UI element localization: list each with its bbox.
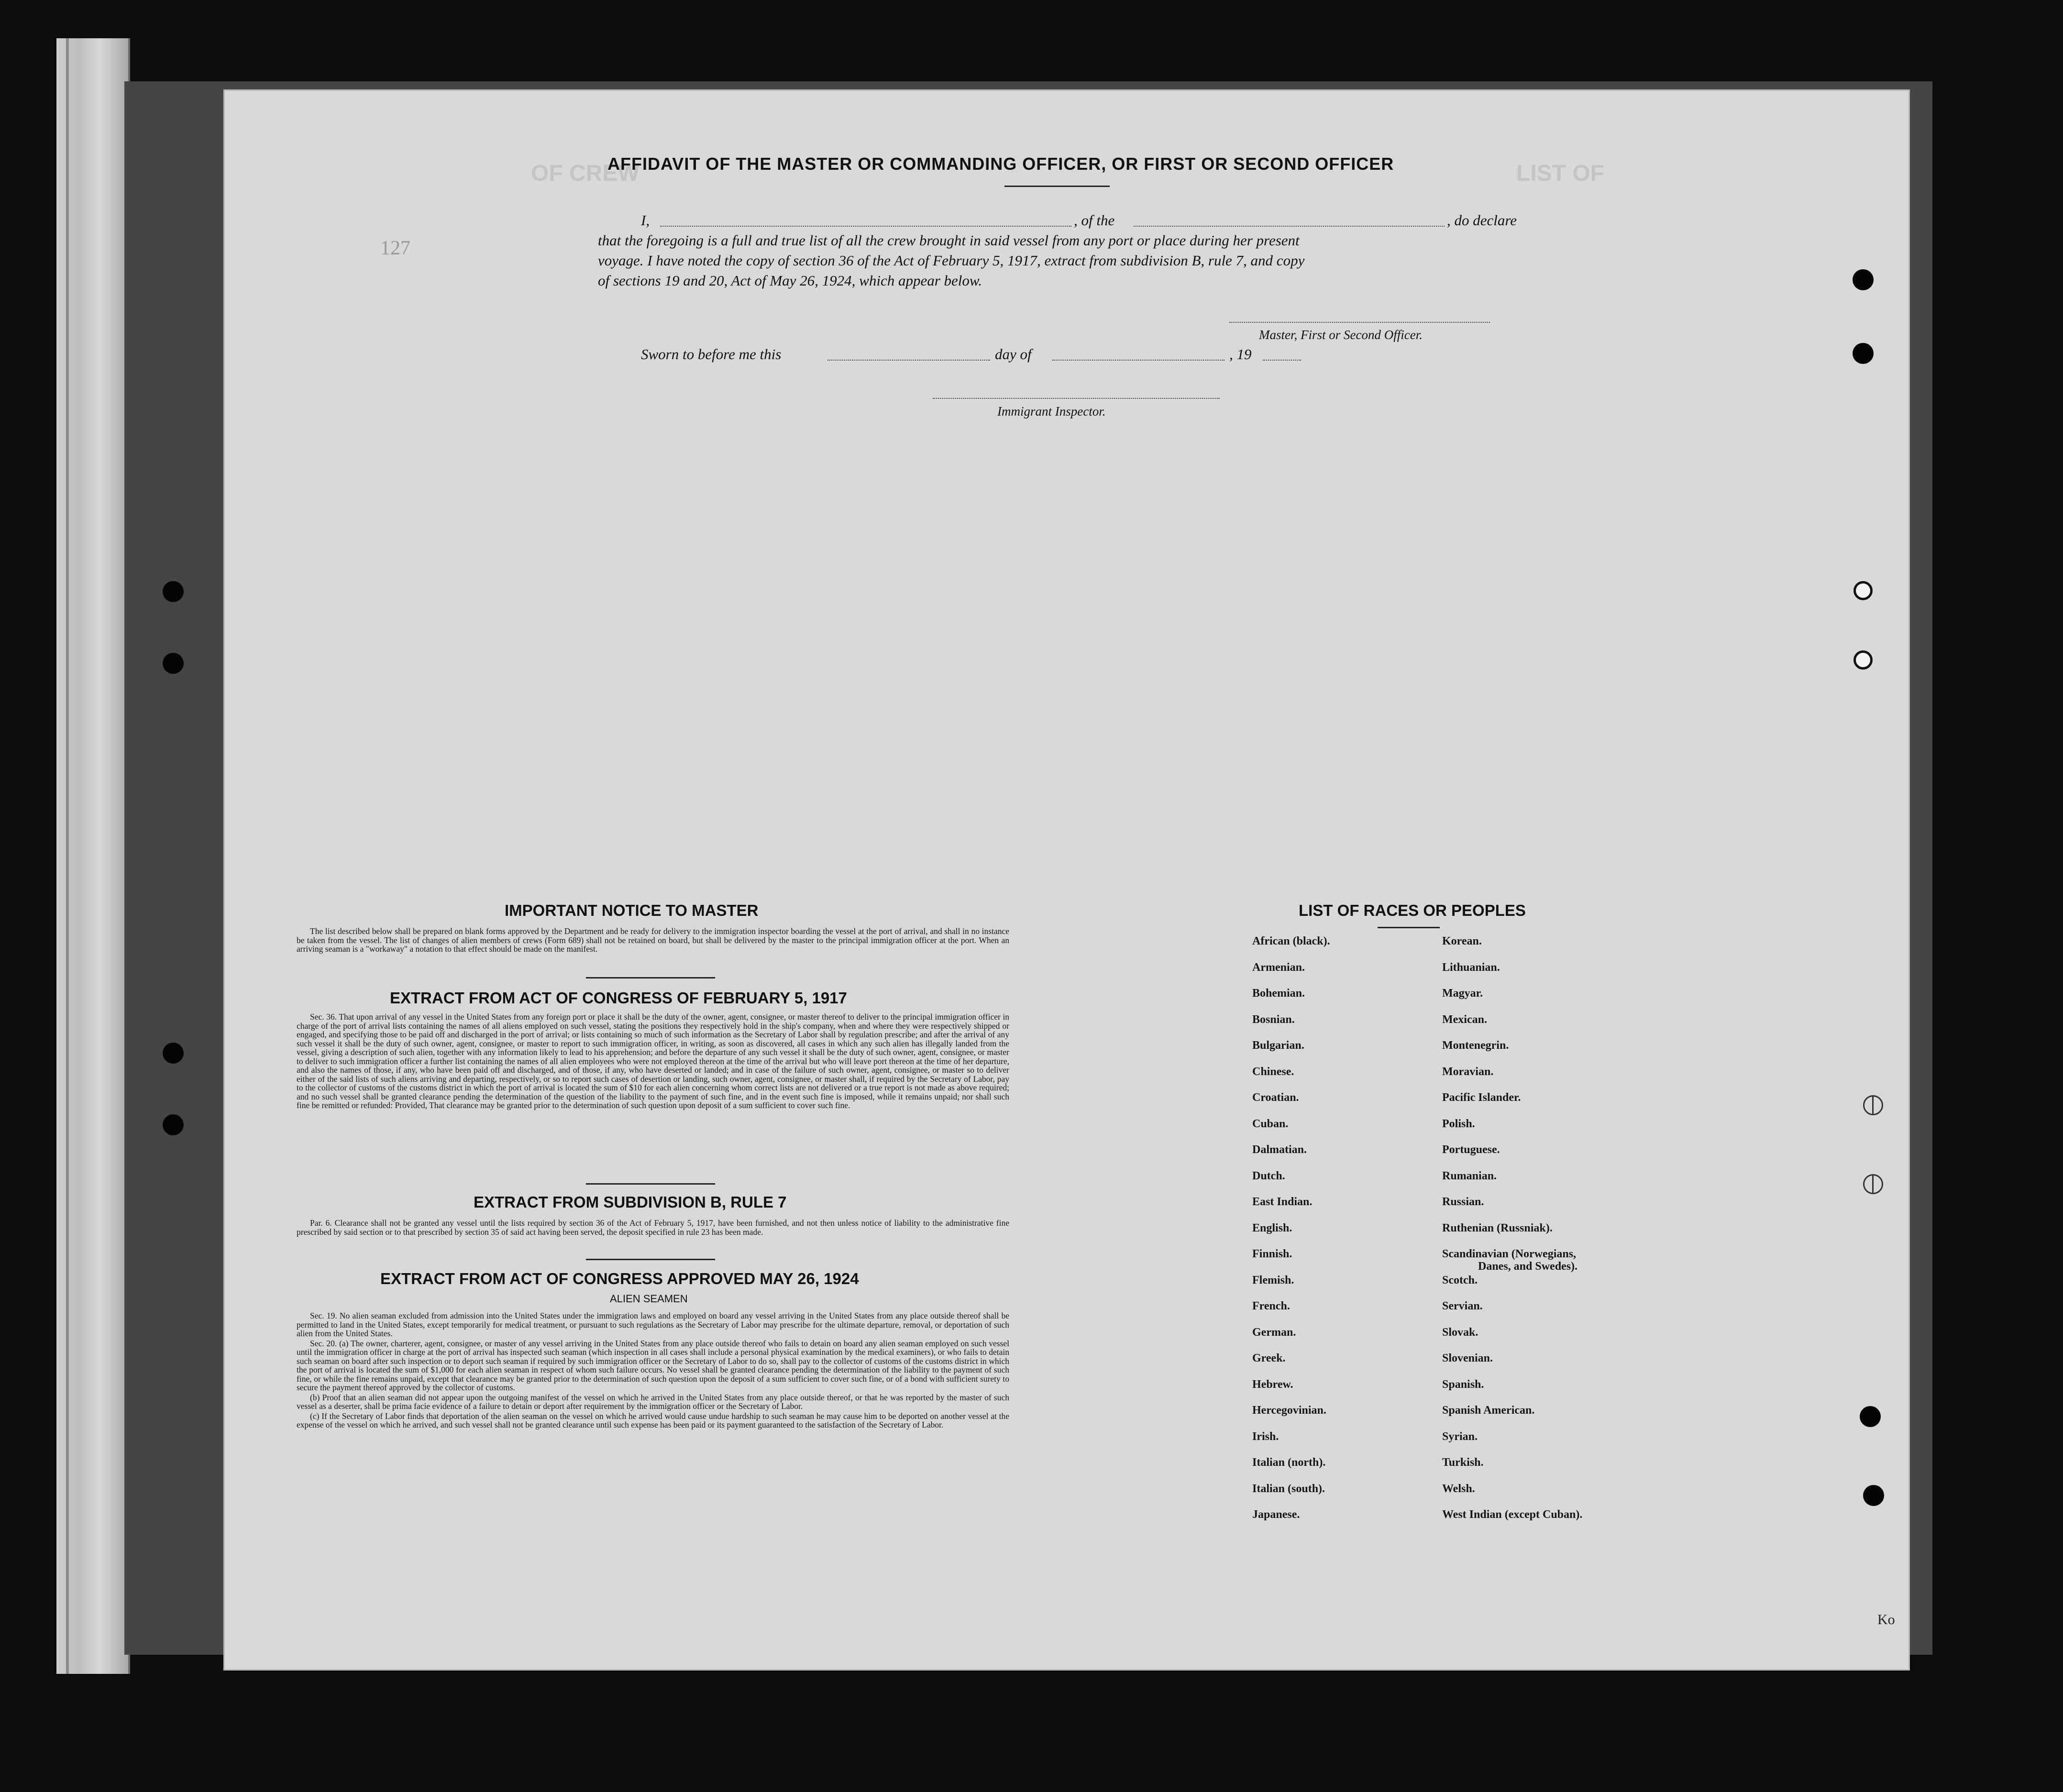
race-item-continuation: Danes, and Swedes). xyxy=(1478,1260,1578,1273)
extract-1917-text xyxy=(297,1012,1009,1111)
race-item: Croatian. xyxy=(1252,1091,1299,1104)
race-item: Irish. xyxy=(1252,1430,1279,1443)
section-20b-paragraph: (b) Proof that an alien seaman did not appear upon the outgoing manifest of the vessel on which he arrived in the United States from any place outside thereof, or that he was reported by the master of such vessel as a deserter, shall be prima facie evidence of a failure to detain or deport after requirement by the immigration officer or the Secretary of Labor. xyxy=(297,1392,1009,1411)
sworn-month-blank xyxy=(1052,360,1225,361)
sworn-prefix: Sworn to before me this xyxy=(641,346,782,363)
section-36-paragraph: Sec. 36. That upon arrival of any vessel in the United States from any foreign port or place it shall be the duty of the owner, agent, consignee, or master thereof to deliver to the principal immigration officer in charge of the port of arrival lists containing the names of all aliens employed on such vessel, stating the positions they respectively hold in the ship's company, when and where they were respectively shipped or engaged, and specifying those to be paid off and discharged in the port of arrival; or lists containing so much of such information as the Secretary of Labor shall by regulation prescribe; and after the arrival of any such vessel it shall be the duty of such owner, agent, consignee, or master to report to such immigration officer, in writing, as soon as discovered, all cases in which any such alien has illegally landed from the vessel, giving a description of such alien, together with any information likely to lead to his apprehension; and before the departure of any such vessel it shall be the duty of such owner, agent, consignee, or master to deliver to such immigration officer a further list containing the names of all alien employees who were not employed thereon at the time of the arrival but who will leave port thereon at the time of her departure, and also the names of those, if any, who have been paid off and discharged, and of those, if any, who have deserted or landed; and in case of the failure of such owner, agent, consignee, or master so to deliver either of the said lists of such aliens arriving and departing, respectively, or so to report such cases of desertion or landing, such owner, agent, consignee, or master shall, if required by the Secretary of Labor, pay to the collector of customs of the customs district in which the port of arrival is located the sum of $10 for each alien concerning whom correct lists are not delivered or a true report is not made as above required; and no such vessel shall be granted clearance pending the determination of the question of the liability to the payment of such fine, and in the event such fine is imposed, while it remains unpaid; nor shall such fine be remitted or refunded: Provided, That clearance may be granted prior to the determination of such question upon deposit of a sum sufficient to cover such fine. xyxy=(297,1012,1009,1110)
section-20c-paragraph: (c) If the Secretary of Labor finds that deportation of the alien seaman on the vessel on which he arrived would cause undue hardship to such seaman he may cause him to be deported on another vessel at the expense of the vessel on which he arrived, and such vessel shall not be granted clearance until such expense has been paid or its payment guaranteed to the satisfaction of the Secretary of Labor. xyxy=(297,1411,1009,1429)
title-rule xyxy=(1004,186,1110,187)
sworn-year: , 19 xyxy=(1229,346,1252,363)
race-item: Polish. xyxy=(1442,1117,1475,1130)
section-rule xyxy=(1378,927,1440,928)
punch-hole xyxy=(1853,343,1874,364)
sworn-year-blank xyxy=(1263,360,1301,361)
race-item: Slovak. xyxy=(1442,1326,1478,1339)
race-item: Servian. xyxy=(1442,1300,1483,1312)
race-item: Spanish. xyxy=(1442,1378,1484,1391)
section-20a-paragraph: Sec. 20. (a) The owner, charterer, agent, consignee, or master of any vessel arriving in the United States from any place outside thereof who fails to detain on board any alien seaman employed on such vessel until the immigration officer in charge at the port of arrival has inspected such seaman (which inspection in all cases shall include a personal physical examination by the medical examiners), or who fails to detain such seaman on board after such inspection or to deport such seaman if required by such immigration officer or the Secretary of Labor to do so, shall pay to the collector of customs of the customs district in which the port of arrival is located the sum of $1,000 for each alien seaman in respect of whom such failure occurs. No vessel shall be granted clearance pending the determination of the liability to the payment of such fine, or while the fine remains unpaid, except that clearance may be granted prior to the determination of such question upon the deposit of a sum sufficient to cover such fine, or of a bond with sufficient surety to secure the payment thereof approved by the collector of customs. xyxy=(297,1338,1009,1392)
registration-mark xyxy=(1863,1095,1883,1115)
affidavit-line-4: of sections 19 and 20, Act of May 26, 1924, which appear below. xyxy=(598,272,982,289)
race-item: Italian (north). xyxy=(1252,1456,1326,1469)
punch-hole xyxy=(163,653,184,674)
rule7-paragraph: Par. 6. Clearance shall not be granted any vessel until the lists required by section 36 of the Act of February 5, 1917, have been furnished, and not then unless notice of liability to the administrative fine prescribed by said section or to that prescribed by section 35 of said act having been served, the deposit specified in rule 23 has been made. xyxy=(297,1218,1009,1237)
race-item: Dutch. xyxy=(1252,1169,1285,1182)
race-item: Montenegrin. xyxy=(1442,1039,1509,1052)
race-item: East Indian. xyxy=(1252,1196,1313,1208)
race-item: Moravian. xyxy=(1442,1065,1494,1078)
race-item: Scotch. xyxy=(1442,1274,1478,1286)
sworn-day-of: day of xyxy=(995,346,1032,363)
extract-rule7-text xyxy=(297,1219,1009,1237)
affidavit-of-the: , of the xyxy=(1074,212,1115,229)
race-item: English. xyxy=(1252,1221,1292,1234)
race-item: Welsh. xyxy=(1442,1482,1475,1495)
notice-text xyxy=(297,927,1009,955)
affidavit-declare: , do declare xyxy=(1447,212,1517,229)
race-item: Hebrew. xyxy=(1252,1378,1293,1391)
race-item: Magyar. xyxy=(1442,987,1483,1000)
bleed-through-heading: OF CREW xyxy=(531,161,640,186)
punch-hole xyxy=(1853,269,1874,290)
extract-1924-text xyxy=(297,1311,1009,1430)
race-item: Rumanian. xyxy=(1442,1169,1497,1182)
master-signature-line xyxy=(1229,322,1490,323)
affidavit-title: AFFIDAVIT OF THE MASTER OR COMMANDING OFFICER, OR FIRST OR SECOND OFFICER xyxy=(607,154,1394,174)
race-item: French. xyxy=(1252,1300,1290,1312)
race-item: Mexican. xyxy=(1442,1013,1487,1026)
punch-hole xyxy=(163,1114,184,1135)
bleed-through-heading: LIST OF xyxy=(1516,161,1604,186)
races-title: LIST OF RACES OR PEOPLES xyxy=(1299,901,1526,919)
race-item: Armenian. xyxy=(1252,961,1305,974)
registration-mark xyxy=(1863,1174,1883,1194)
race-item: German. xyxy=(1252,1326,1296,1339)
document-page xyxy=(225,91,1909,1669)
notice-paragraph: The list described below shall be prepared on blank forms approved by the Department and be ready for delivery to the immigration inspector boarding the vessel at the port of arrival, and shall in no instance be taken from the vessel. The list of changes of alien members of crews (Form 689) shall not be retained on board, but shall be delivered by the master to the principal immigration officer at the port. When an arriving seaman is a "workaway" a notation to that effect should be made on the manifest. xyxy=(297,926,1009,954)
race-item: Slovenian. xyxy=(1442,1352,1493,1364)
race-item: Scandinavian (Norwegians, xyxy=(1442,1248,1577,1260)
alien-seamen-subtitle: ALIEN SEAMEN xyxy=(610,1293,688,1305)
race-item: African (black). xyxy=(1252,935,1330,947)
inspector-signature-line xyxy=(933,398,1220,399)
race-item: Chinese. xyxy=(1252,1065,1294,1078)
affidavit-i: I, xyxy=(641,212,650,229)
extract-1917-title: EXTRACT FROM ACT OF CONGRESS OF FEBRUARY 5, 1917 xyxy=(390,989,847,1007)
race-item: Bulgarian. xyxy=(1252,1039,1304,1052)
notice-title: IMPORTANT NOTICE TO MASTER xyxy=(505,901,759,919)
section-rule xyxy=(586,1259,715,1260)
extract-rule7-title: EXTRACT FROM SUBDIVISION B, RULE 7 xyxy=(474,1193,787,1211)
race-item: Bohemian. xyxy=(1252,987,1305,1000)
bleed-through-number: 127 xyxy=(380,237,410,259)
sworn-day-blank xyxy=(827,360,990,361)
race-item: Ruthenian (Russniak). xyxy=(1442,1221,1553,1234)
affidavit-line-2: that the foregoing is a full and true list of all the crew brought in said vessel from any port or place during her present xyxy=(598,232,1300,249)
extract-1924-title: EXTRACT FROM ACT OF CONGRESS APPROVED MAY 26, 1924 xyxy=(380,1270,859,1287)
race-item: West Indian (except Cuban). xyxy=(1442,1508,1583,1521)
race-item: Italian (south). xyxy=(1252,1482,1325,1495)
punch-hole xyxy=(1860,1406,1881,1427)
race-item: Pacific Islander. xyxy=(1442,1091,1521,1104)
vessel-blank xyxy=(1134,226,1445,227)
name-blank xyxy=(660,226,1071,227)
punch-hole xyxy=(1853,581,1873,600)
race-item: Dalmatian. xyxy=(1252,1143,1307,1156)
race-item: Turkish. xyxy=(1442,1456,1484,1469)
section-19-paragraph: Sec. 19. No alien seaman excluded from admission into the United States under the immigration laws and employed on board any vessel arriving in the United States from any place outside thereof shall be permitted to land in the United States, except temporarily for medical treatment, or pursuant to such regulations as the Secretary of Labor may prescribe for the ultimate departure, removal, or deportation of such alien from the United States. xyxy=(297,1311,1009,1338)
section-rule xyxy=(586,977,715,978)
race-item: Flemish. xyxy=(1252,1274,1294,1286)
inspector-label: Immigrant Inspector. xyxy=(997,404,1106,418)
race-item: Finnish. xyxy=(1252,1248,1292,1260)
race-item: Lithuanian. xyxy=(1442,961,1500,974)
race-item: Japanese. xyxy=(1252,1508,1300,1521)
race-item: Cuban. xyxy=(1252,1117,1289,1130)
affidavit-line-3: voyage. I have noted the copy of section 36 of the Act of February 5, 1917, extract from subdivision B, rule 7, and copy xyxy=(598,252,1305,269)
race-item: Hercegovinian. xyxy=(1252,1404,1326,1417)
punch-hole xyxy=(1853,650,1873,670)
race-item: Spanish American. xyxy=(1442,1404,1535,1417)
race-item: Bosnian. xyxy=(1252,1013,1295,1026)
race-item: Syrian. xyxy=(1442,1430,1478,1443)
race-item: Portuguese. xyxy=(1442,1143,1500,1156)
section-rule xyxy=(586,1183,715,1185)
punch-hole xyxy=(163,1043,184,1064)
corner-handwritten-mark: Ko xyxy=(1877,1612,1895,1627)
race-item: Greek. xyxy=(1252,1352,1286,1364)
punch-hole xyxy=(1863,1485,1884,1506)
master-label: Master, First or Second Officer. xyxy=(1259,328,1423,342)
binding-strip xyxy=(56,38,130,1674)
race-item: Russian. xyxy=(1442,1196,1484,1208)
punch-hole xyxy=(163,581,184,602)
race-item: Korean. xyxy=(1442,935,1482,947)
